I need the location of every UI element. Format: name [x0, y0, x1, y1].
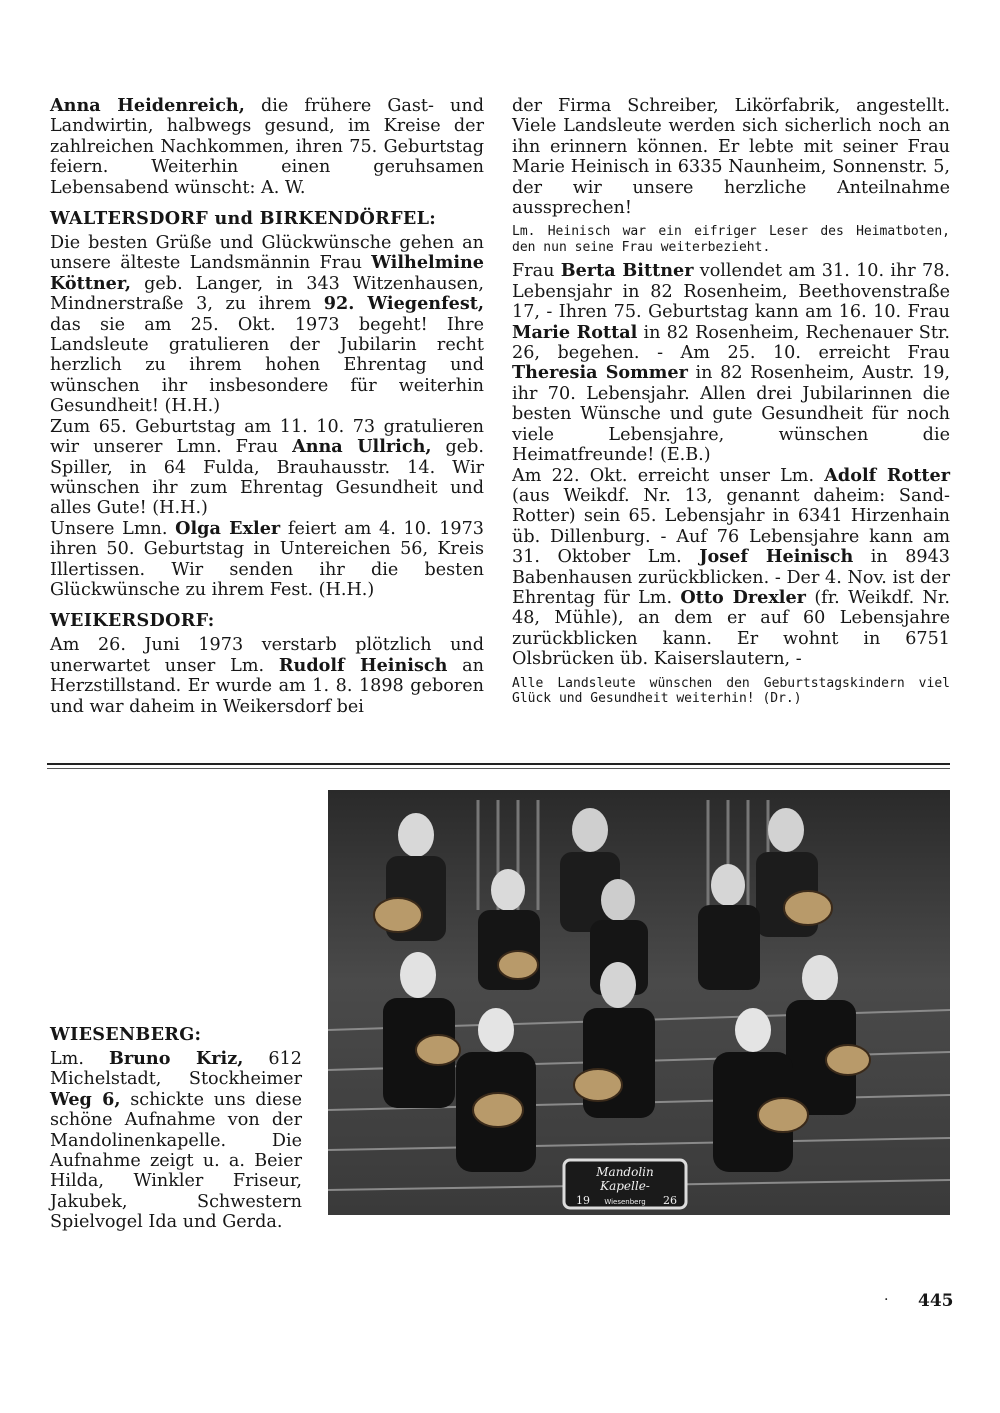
wiesenberg-caption — [50, 1014, 302, 1233]
highlight-text: 92. Wiegenfest, — [323, 293, 484, 315]
sign-line-2: Kapelle- — [600, 1179, 650, 1193]
photo-caption-text: Lm. Bruno Kriz, 612 Michelstadt, Stockheimer Weg 6, schickte uns diese schöne Aufnahme von der Mandolinenkapelle. Die Aufnahme zeigt u. a. Beier Hilda, Winkler Friseur, Jakubek, Schwestern Spielvogel Ida und Gerda. — [50, 1048, 302, 1233]
mandolin-sign — [564, 1160, 686, 1208]
section-divider-thin — [47, 768, 950, 769]
page-number: 445 — [918, 1291, 954, 1311]
person-name: Adolf Rotter — [824, 464, 951, 486]
sign-place: Wiesenberg — [604, 1198, 646, 1206]
person-name: Otto Drexler — [680, 586, 806, 608]
person-name: Anna Heidenreich, — [50, 95, 245, 116]
section-heading-waltersdorf: WALTERSDORF und BIRKENDÖRFEL: — [50, 208, 437, 230]
article-ullrich: Zum 65. Geburtstag am 11. 10. 73 gratulieren wir unserer Lmn. Frau Anna Ullrich, geb. Spiller, in 64 Fulda, Brauhausstr. 14. Wir wünschen ihr zum Ehrentag Gesundheit und alles Gute! (H.H.) — [50, 416, 485, 519]
note-heinisch: Lm. Heinisch war ein eifriger Leser des Heimatboten, den nun seine Frau weiterbezieht. — [512, 224, 950, 255]
right-column — [512, 96, 950, 713]
person-name: Olga Exler — [175, 517, 281, 539]
article-heinisch-continued: der Firma Schreiber, Likörfabrik, angestellt. Viele Landsleute werden sich sicherlich noch an ihn erinnern können. Er lebte mit seiner Frau Marie Heinisch in 6335 Naunheim, Sonnenstr. 5, der wir unsere herzliche Anteilnahme aussprechen! — [512, 96, 950, 219]
person-name: Rudolf Heinisch — [278, 654, 448, 676]
article-rosenheim-birthdays: Frau Berta Bittner vollendet am 31. 10. ihr 78. Lebensjahr in 82 Rosenheim, Beethovenstraße 17, - Ihren 75. Geburtstag kann am 16. 10. Frau Marie Rottal in 82 Rosenheim, Rechenauer Str. 26, begehen. - Am 25. 10. erreicht Frau Theresia Sommer in 82 Rosenheim, Austr. 19, ihr 70. Lebensjahr. Allen drei Jubilarinnen die besten Wünsche und gute Gesundheit für noch viele Lebensjahre, wünschen die Heimatfreunde! (E.B.) — [512, 260, 951, 466]
note-birthday-wishes: Alle Landsleute wünschen den Geburtstagskindern viel Glück und Gesundheit weiterhin! (Dr.) — [512, 675, 950, 707]
mandolin-band-photo — [328, 790, 950, 1215]
article-koettner: Die besten Grüße und Glückwünsche gehen an unsere älteste Landsmännin Frau Wilhelmine Köttner, geb. Langer, in 343 Witzenhausen, Mindnerstraße 3, zu ihrem 92. Wiegenfest, das sie am 25. Okt. 1973 begeht! Ihre Landsleute gratulieren der Jubilarin recht herzlich zu ihrem hohen Ehrentag und wünschen ihr insbesondere für weiterhin Gesundheit! (H.H.) — [50, 233, 484, 417]
person-name: Anna Ullrich, — [292, 436, 432, 458]
page-dot: . — [884, 1288, 889, 1304]
article-weikersdorf-birthdays: Am 22. Okt. erreicht unser Lm. Adolf Rotter (aus Weikdf. Nr. 13, genannt daheim: Sand-Rotter) sein 65. Lebensjahr in 6341 Hirzenhain üb. Dillenburg. - Auf 76 Lebensjahre kann am 31. Oktober Lm. Josef Heinisch in 8943 Babenhausen zurückblicken. - Der 4. Nov. ist der Ehrentag für Lm. Otto Drexler (fr. Weikdf. Nr. 48, Mühle), an dem er auf 60 Lebensjahre zurückblicken kann. Er wohnt in 6751 Olsbrücken üb. Kaiserslautern, - — [512, 464, 951, 670]
person-name: Theresia Sommer — [512, 362, 688, 384]
section-heading-wiesenberg: WIESENBERG: — [50, 1024, 202, 1045]
person-name: Bruno Kriz, — [108, 1048, 244, 1069]
person-name: Josef Heinisch — [699, 546, 854, 568]
person-name: Wilhelmine Köttner, — [50, 252, 484, 294]
sign-year-start: 19 — [576, 1194, 590, 1207]
sign-year-end: 26 — [663, 1194, 677, 1207]
section-heading-weikersdorf: WEIKERSDORF: — [50, 610, 215, 632]
address-highlight: Weg 6, — [50, 1088, 121, 1110]
left-column — [50, 96, 484, 717]
article-exler: Unsere Lmn. Olga Exler feiert am 4. 10. 1973 ihren 50. Geburtstag in Untereichen 56, Kreis Illertissen. Wir senden ihr die besten Glückwünsche zu ihrem Fest. (H.H.) — [50, 517, 484, 600]
section-divider — [47, 763, 950, 765]
person-name: Berta Bittner — [560, 260, 694, 282]
article-heidenreich: Anna Heidenreich, die frühere Gast- und Landwirtin, halbwegs gesund, im Kreise der zahlreichen Nachkommen, ihren 75. Geburtstag feiern. Weiterhin einen geruhsamen Lebensabend wünscht: A. W. — [50, 95, 484, 198]
person-name: Marie Rottal — [512, 321, 638, 343]
article-heinisch-obituary: Am 26. Juni 1973 verstarb plötzlich und unerwartet unser Lm. Rudolf Heinisch an Herzstillstand. Er wurde am 1. 8. 1898 geboren und war daheim in Weikersdorf bei — [50, 635, 484, 717]
sign-line-1: Mandolin — [596, 1165, 654, 1179]
